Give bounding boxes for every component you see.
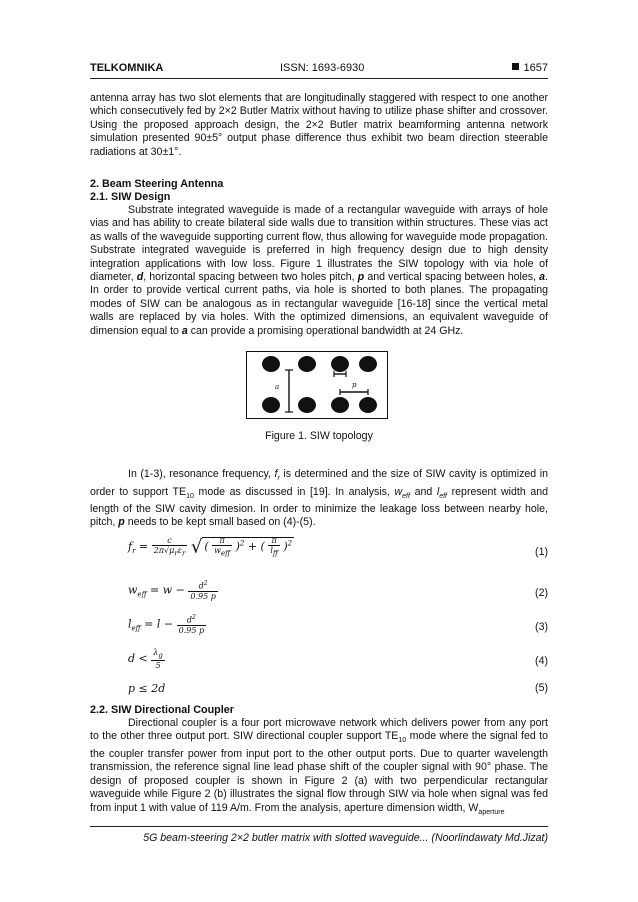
resonance-paragraph: In (1-3), resonance frequency, $f_r$ is determined and the size of SIW cavity is optimized in order to support $TE_{10}$ mode as discussed in [19]. In analysis, $w_{eff}$ and $l_{eff}$ represent width and length of the SIW cavity dimesion. In order to minimize the leakage loss between nearby hole, pitch, p needs to be kept small based on (4)-(5). xyxy=(90,468,549,529)
running-head xyxy=(90,62,548,79)
journal-name: TELKOMNIKA xyxy=(90,62,164,74)
equation-1-number: (1) xyxy=(535,546,548,558)
coupler-paragraph: Directional coupler is a four port microwave network which delivers power from any port to the other three output port. SIW directional coupler support $TE_{10}$ mode where the signal fed to the coupler transfer power from input port to the other output ports. Due to quarter wavelength transmission, the reference signal line lead phase shift of the coupler signal with 90° phase. The design of proposed coupler is shown in Figure 2 (a) with two perpendicular rectangular waveguide while Figure 2 (b) illustrates the signal flow through SIW via hole when signal was fed from input 1 with value of 119 A/m. From the analysis, aperture dimension width, $W_{aperture}$ xyxy=(90,717,548,816)
equation-3-number: (3) xyxy=(535,621,548,633)
via-hole xyxy=(331,397,349,413)
running-footer: 5G beam-steering 2×2 butler matrix with slotted waveguide... (Noorlindawaty Md.Jizat) xyxy=(143,832,548,844)
label-d: d xyxy=(338,363,343,371)
equation-5-number: (5) xyxy=(535,682,548,694)
section-heading-2-1: 2.1. SIW Design xyxy=(90,191,171,203)
square-bullet-icon xyxy=(512,63,519,70)
via-hole xyxy=(359,397,377,413)
equation-4: d < $\frac{\lambda_g}{5}$ xyxy=(128,648,163,670)
equation-2-number: (2) xyxy=(535,587,548,599)
equation-4-number: (4) xyxy=(535,655,548,667)
intro-paragraph: antenna array has two slot elements that are longitudinally staggered with respect to one another which consecutively fed by 2×2 Butler Matrix without having to utilize phase shifter and crossover. Using the proposed approach design, the 2×2 Butler matrix beamforming antenna network simulation presented 90±5° output phase difference thus exhibit two beam direction steerable radiations at 30±1°. xyxy=(90,92,548,158)
figure-1-caption: Figure 1. SIW topology xyxy=(265,430,373,442)
siw-topology-diagram xyxy=(247,352,387,418)
siw-topology-figure xyxy=(246,351,388,419)
via-hole xyxy=(262,397,280,413)
issn: ISSN: 1693-6930 xyxy=(280,62,365,74)
section-heading-2: 2. Beam Steering Antenna xyxy=(90,178,224,190)
label-a: a xyxy=(275,383,280,391)
siw-design-paragraph: Substrate integrated waveguide is made of a rectangular waveguide with arrays of hole vias and has ability to create bilateral side walls due to transition within structures. These vias act as walls of the waveguide supporting current flow, thus allowing for waveguide mode propagation. Substrate integrated waveguide is preferred in high frequency design due to high density integration applications with low loss. Figure 1 illustrates the SIW topology with via hole of diameter, d, horizontal spacing between two holes pitch, p and vertical spacing between holes, a. In order to provide vertical current paths, via hole is shorted to both planes. The propagating modes of SIW can be analogous as in rectangular waveguide [16-18] since the vertical metal walls are replaced by via holes. With the optimized dimensions, an equivalent waveguide of dimension equal to a can provide a promising operational bandwidth at 24 GHz. xyxy=(90,204,548,337)
via-hole xyxy=(298,356,316,372)
equation-2: $w_{eff} = w$ − $\frac{d^2}{0.95 p}$ xyxy=(128,580,216,601)
equation-1: $f_r$ = $\frac{c}{2\pi√\mu_r\varepsilon_r}$ √ ( $\frac{\pi}{w_{eff}}$ )$^2$ + ( $\frac{\pi}{l_{ff}}$ )$^2$ xyxy=(128,536,293,558)
label-p: p xyxy=(352,381,357,389)
via-hole xyxy=(298,397,316,413)
equation-3: $l_{eff} = l$ − $\frac{d^2}{0.95 p}$ xyxy=(128,614,205,635)
section-heading-2-2: 2.2. SIW Directional Coupler xyxy=(90,704,234,716)
via-hole xyxy=(262,356,280,372)
page-number: 1657 xyxy=(512,62,548,74)
footer-rule xyxy=(90,826,548,827)
equation-5: p ≤ 2d xyxy=(128,682,166,695)
via-hole xyxy=(359,356,377,372)
